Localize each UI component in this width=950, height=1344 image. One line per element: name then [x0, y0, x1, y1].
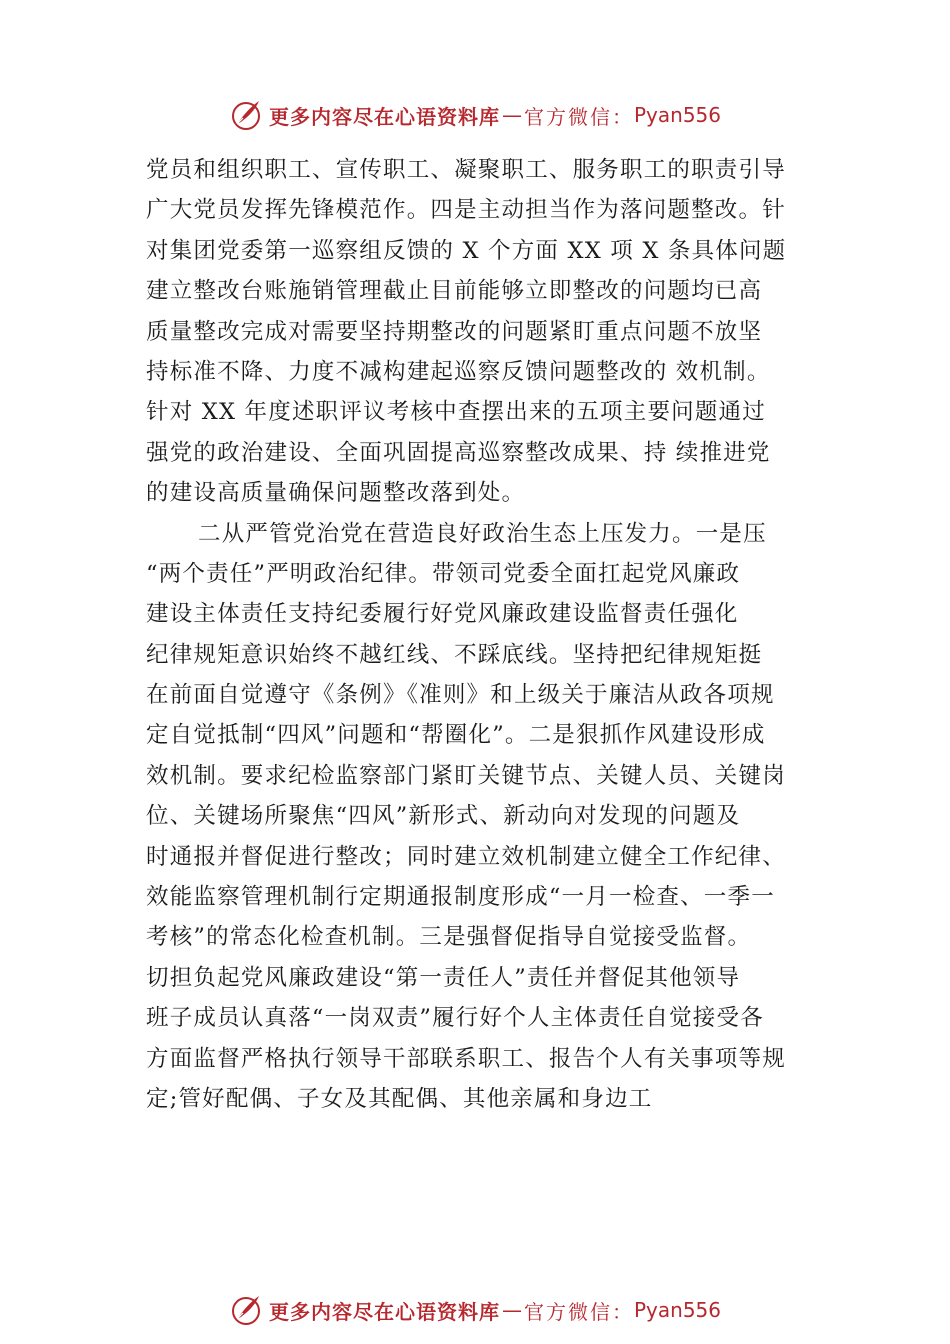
- feather-pen-logo-icon: [229, 1293, 263, 1327]
- body-line: 考核”的常态化检查机制。三是强督促指导自觉接受监督。: [146, 924, 752, 951]
- body-line: 方面监督严格执行领导干部联系职工、报告个人有关事项等规: [146, 1045, 786, 1072]
- document-body: [146, 150, 828, 1119]
- body-line: 时通报并督促进行整改；同时建立效机制建立健全工作纪律、: [146, 843, 786, 870]
- footer-brand: 更多内容尽在心语资料库: [268, 1299, 500, 1324]
- body-line: 效能监察管理机制行定期通报制度形成“一月一检查、一季一: [146, 884, 775, 911]
- body-line: 广大党员发挥先锋模范作。四是主动担当作为落问题整改。针: [146, 197, 786, 224]
- body-line: 位、关键场所聚焦“四风”新形式、新动向对发现的问题及: [146, 803, 741, 830]
- body-line: 质量整改完成对需要坚持期整改的问题紧盯重点问题不放坚: [146, 318, 763, 345]
- feather-pen-logo-icon: [229, 98, 263, 132]
- body-line: 定;管好配偶、子女及其配偶、其他亲属和身边工: [146, 1085, 653, 1112]
- body-line: 切担负起党风廉政建设“第一责任人”责任并督促其他领导: [146, 964, 741, 991]
- body-line: 针对 XX 年度述职评议考核中查摆出来的五项主要问题通过: [146, 399, 766, 426]
- footer-official-label: 官方微信：: [523, 1299, 634, 1324]
- footer-separator: —: [501, 1298, 522, 1322]
- body-line: 在前面自觉遵守《条例》《准则》和上级关于廉洁从政各项规: [146, 682, 775, 709]
- body-line: “两个责任”严明政治纪律。带领司党委全面扛起党风廉政: [146, 560, 741, 587]
- paragraph-start-line: 二从严管党治党在营造良好政治生态上压发力。一是压: [198, 520, 767, 547]
- body-line: 效机制。要求纪检监察部门紧盯关键节点、关键人员、关键岗: [146, 762, 786, 789]
- header-banner: [0, 95, 950, 135]
- body-line: 强党的政治建设、全面巩固提高巡察整改成果、持 续推进党: [146, 439, 771, 466]
- body-line: 纪律规矩意识始终不越红线、不踩底线。坚持把纪律规矩挺: [146, 641, 763, 668]
- body-line: 党员和组织职工、宣传职工、凝聚职工、服务职工的职责引导: [146, 157, 786, 183]
- header-official-label: 官方微信：: [523, 104, 634, 129]
- header-separator: —: [501, 103, 522, 127]
- body-line: 建立整改台账施销管理截止目前能够立即整改的问题均已高: [146, 278, 763, 305]
- body-line: 对集团党委第一巡察组反馈的 X 个方面 XX 项 X 条具体问题: [146, 237, 787, 264]
- footer-wechat-id: Pyan556: [633, 1298, 721, 1322]
- body-line: 持标准不降、力度不减构建起巡察反馈问题整改的 效机制。: [146, 358, 771, 385]
- body-line: 建设主体责任支持纪委履行好党风廉政建设监督责任强化: [146, 601, 739, 628]
- header-wechat-id: Pyan556: [633, 103, 721, 127]
- header-brand: 更多内容尽在心语资料库: [268, 104, 500, 129]
- body-line: 定自觉抵制“四风”问题和“帮圈化”。二是狠抓作风建设形成: [146, 722, 766, 749]
- body-line: 班子成员认真落“一岗双责”履行好个人主体责任自觉接受各: [146, 1005, 764, 1032]
- footer-banner: [0, 1290, 950, 1330]
- body-line: 的建设高质量确保问题整改落到处。: [146, 480, 526, 507]
